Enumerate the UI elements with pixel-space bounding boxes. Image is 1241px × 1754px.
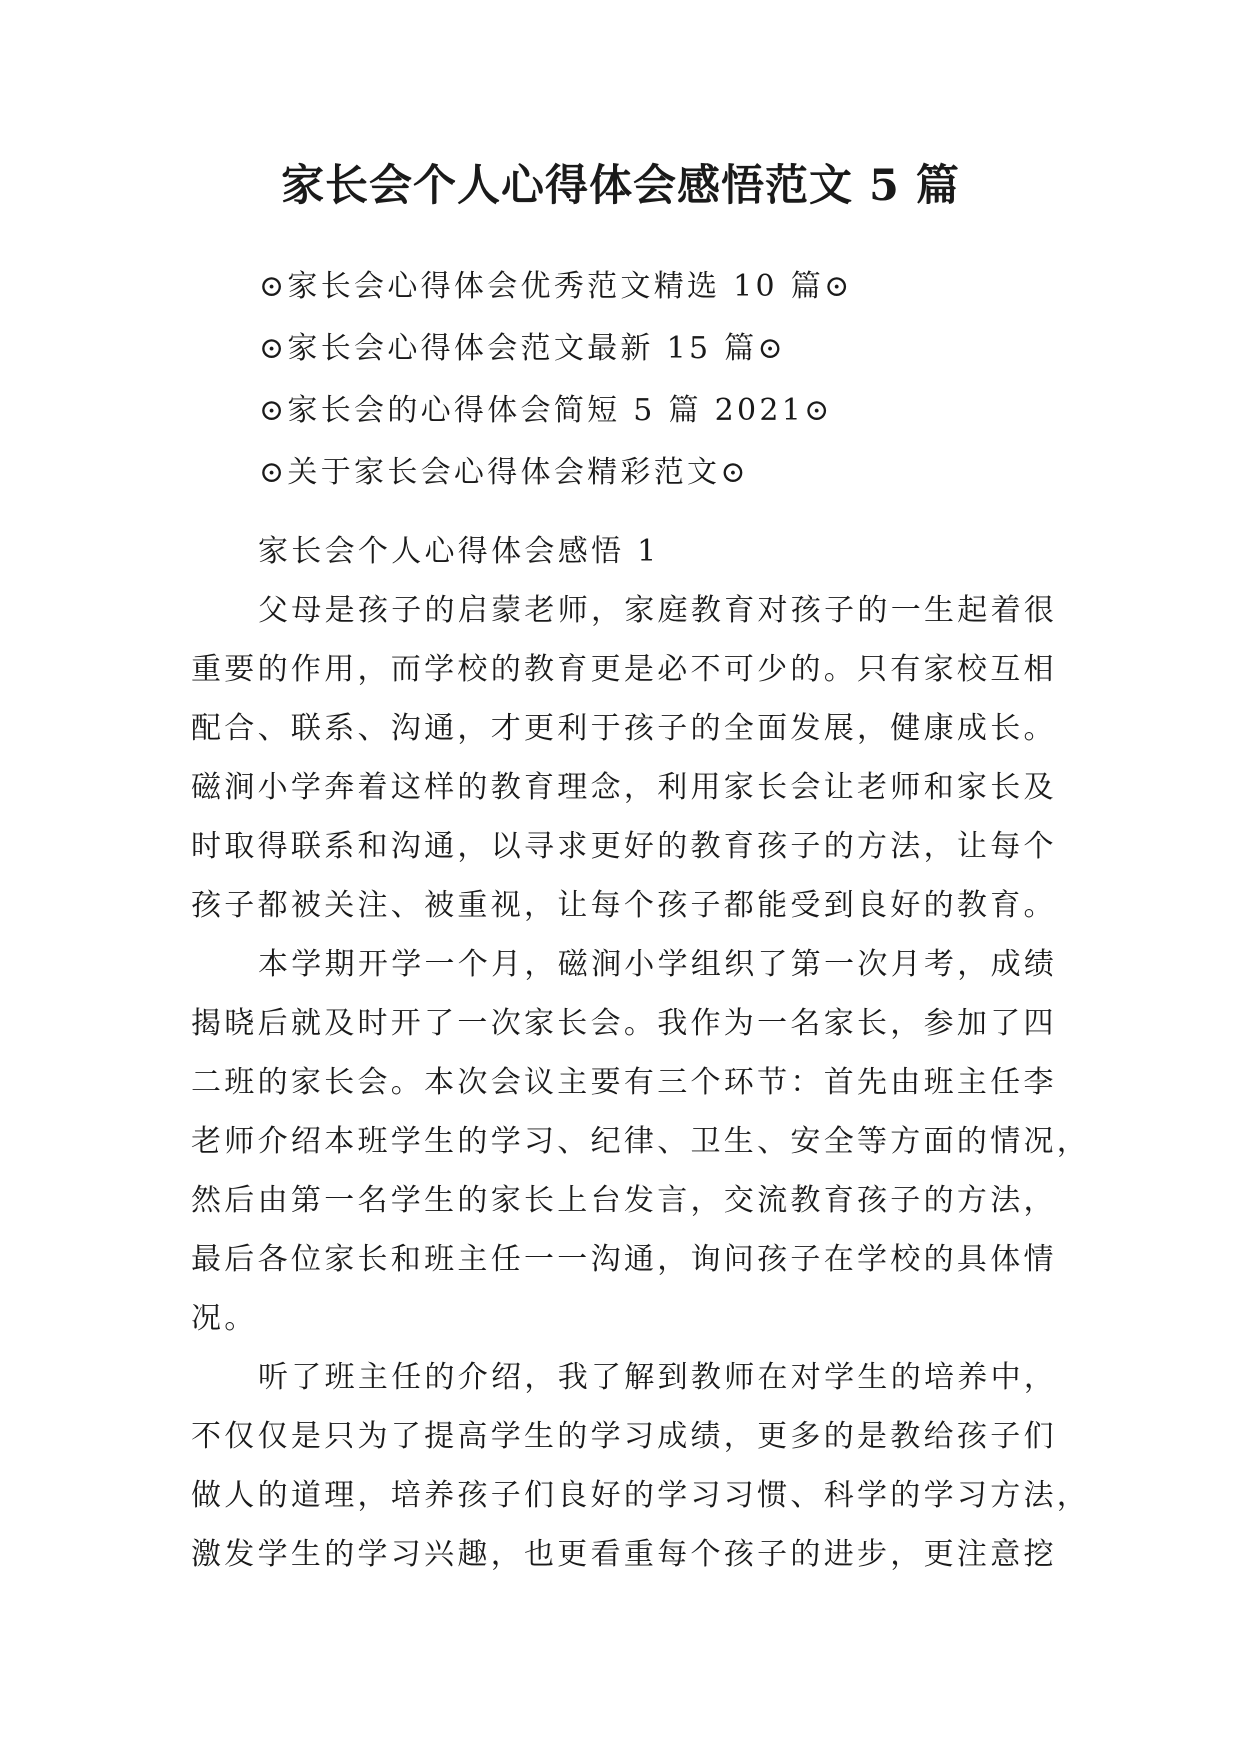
paragraph-line: 重要的作用，而学校的教育更是必不可少的。只有家校互相 xyxy=(191,652,1057,687)
paragraph-line: 磁涧小学奔着这样的教育理念，利用家长会让老师和家长及 xyxy=(191,770,1057,805)
paragraph-line: 不仅仅是只为了提高学生的学习成绩，更多的是教给孩子们 xyxy=(191,1419,1057,1454)
paragraph-line: 本学期开学一个月，磁涧小学组织了第一次月考，成绩 xyxy=(258,947,1058,982)
paragraph-line: 激发学生的学习兴趣，也更看重每个孩子的进步，更注意挖 xyxy=(191,1537,1057,1572)
related-links-list xyxy=(259,256,853,504)
document-title: 家长会个人心得体会感悟范文 5 篇 xyxy=(281,161,960,211)
paragraph-line: 做人的道理，培养孩子们良好的学习习惯、科学的学习方法， xyxy=(191,1478,1091,1513)
related-link[interactable]: ⊙家长会的心得体会简短 5 篇 2021⊙ xyxy=(259,393,833,428)
paragraph-2 xyxy=(191,935,1191,1348)
section-heading: 家长会个人心得体会感悟 1 xyxy=(258,534,660,569)
paragraph-3 xyxy=(191,1348,1191,1584)
related-link[interactable]: ⊙家长会心得体会范文最新 15 篇⊙ xyxy=(259,331,786,366)
document-body xyxy=(191,522,1191,1584)
paragraph-line: 孩子都被关注、被重视，让每个孩子都能受到良好的教育。 xyxy=(191,888,1057,923)
paragraph-line: 最后各位家长和班主任一一沟通，询问孩子在学校的具体情 xyxy=(191,1242,1057,1277)
paragraph-1 xyxy=(191,581,1191,935)
paragraph-line: 时取得联系和沟通，以寻求更好的教育孩子的方法，让每个 xyxy=(191,829,1057,864)
related-link[interactable]: ⊙家长会心得体会优秀范文精选 10 篇⊙ xyxy=(259,269,853,304)
related-link[interactable]: ⊙关于家长会心得体会精彩范文⊙ xyxy=(259,455,749,490)
paragraph-line: 况。 xyxy=(191,1301,258,1336)
paragraph-line: 老师介绍本班学生的学习、纪律、卫生、安全等方面的情况， xyxy=(191,1124,1091,1159)
paragraph-line: 听了班主任的介绍，我了解到教师在对学生的培养中， xyxy=(258,1360,1058,1395)
paragraph-line: 二班的家长会。本次会议主要有三个环节：首先由班主任李 xyxy=(191,1065,1057,1100)
paragraph-line: 然后由第一名学生的家长上台发言，交流教育孩子的方法， xyxy=(191,1183,1057,1218)
paragraph-line: 配合、联系、沟通，才更利于孩子的全面发展，健康成长。 xyxy=(191,711,1057,746)
paragraph-line: 揭晓后就及时开了一次家长会。我作为一名家长，参加了四 xyxy=(191,1006,1057,1041)
paragraph-line: 父母是孩子的启蒙老师，家庭教育对孩子的一生起着很 xyxy=(258,593,1058,628)
